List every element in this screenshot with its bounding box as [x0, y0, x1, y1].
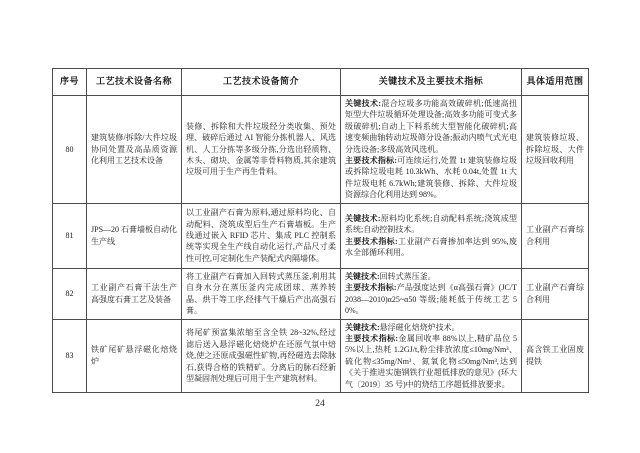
indicators-label: 主要技术指标: [345, 334, 399, 344]
page-number: 24 [315, 399, 325, 409]
row-81-scope: 工业副产石膏综合利用 [522, 203, 589, 268]
indicators-text: 可连续运行,处置 1t 建筑装修垃圾或拆除垃圾电耗 10.3kWh、水耗 0.04t,处置 1t 大件垃圾电耗 6.7kWh;建筑装修、拆除、大件垃圾资源综合化利用达到 98%。 [345, 156, 517, 200]
row-81-name: JPS—20 石膏墙板自动化生产线 [87, 203, 182, 268]
row-83-name: 铁矿尾矿悬浮磁化焙烧炉 [87, 319, 182, 392]
row-83-intro: 将尾矿预富集浓缩至含全铁 28~32%,经过滤后送入悬浮磁化焙烧炉在还原气氛中焙烧,使之还原成强磁性矿物,再经磁选去除脉石,获得合格的铁精矿。分离后的脉石经新型凝固剂处理后可用于生产建筑材料。 [182, 319, 341, 392]
table-header-row [53, 69, 589, 96]
row-81-intro: 以工业副产石膏为原料,通过原料均化、自动配料、浇筑成型后生产石膏墙板。生产线通过嵌入 RFID 芯片、集成 PLC 控制系统等实现全生产线自动化运行,产品尺寸柔性可控,可定制化生产装配式内隔墙体。 [182, 203, 341, 268]
row-80-name: 建筑装修/拆除/大件垃圾协同处置及高品质资源化利用工艺技术设备 [87, 96, 182, 204]
key-tech-label: 关键技术: [345, 213, 381, 223]
indicators-paragraph [345, 282, 517, 316]
key-tech-text: 混合垃圾多功能高效破碎机;低速高扭矩型大件垃圾循环处理设备;高效多功能可变式多级破碎机;自动上下料系统大型智能化破碎机;高速变频曲轴转动垃圾筛分设备;振动内喷气式光电分选设备;多级高效风选机。 [345, 99, 517, 154]
indicators-paragraph [345, 155, 517, 201]
indicators-label: 主要技术指标: [345, 236, 398, 246]
indicators-paragraph [345, 333, 517, 390]
row-82-scope: 工业副产石膏综合利用 [522, 268, 589, 319]
row-82-seq: 82 [53, 268, 87, 319]
indicators-text: 产品强度达到《α高强石膏》(JC/T 2038—2010)α25~α50 等级;能耗低于传统工艺 50%。 [345, 283, 517, 316]
table-row-80 [53, 96, 589, 204]
key-tech-text: 悬浮磁化焙烧炉技术。 [379, 322, 460, 332]
key-tech-text: 回转式蒸压釜。 [379, 271, 436, 281]
row-83-seq: 83 [53, 319, 87, 392]
row-80-key-tech [341, 96, 522, 204]
row-82-intro: 将工业副产石膏加入回转式蒸压釜,利用其自身水分在蒸压釜内完成团球、蒸养转晶、烘干等工序,经排气干燥后产出高强石膏。 [182, 268, 341, 319]
row-83-key-tech [341, 319, 522, 392]
row-81-seq: 81 [53, 203, 87, 268]
row-82-key-tech [341, 268, 522, 319]
indicators-text: 工业副产石膏掺加率达到 95%,废水全部循环利用。 [345, 236, 517, 258]
row-80-seq: 80 [53, 96, 87, 204]
table-row-82 [53, 268, 589, 319]
header-seq: 序号 [53, 69, 87, 96]
row-83-scope: 高含铁工业固废提铁 [522, 319, 589, 392]
key-tech-text: 原料均化系统;自动配料系统;浇筑成型系统;自动控制技术。 [345, 213, 517, 235]
indicators-text: 金属回收率 88%以上,精矿品位 55%以上,热耗 1.2GJ/t,粉尘排放浓度≤10mg/Nm³、硫化物≤35mg/Nm³、氮氧化物≤50mg/Nm³,达到《关于推进实施钢铁行业超低排放的意见》(环大气〔2019〕35 号)中的烧结工序超低排放要求。 [345, 334, 517, 389]
header-scope: 具体适用范围 [522, 69, 589, 96]
indicators-label: 主要技术指标: [345, 156, 398, 166]
row-81-key-tech [341, 203, 522, 268]
key-tech-paragraph [345, 213, 517, 236]
table-row-81 [53, 203, 589, 268]
row-82-name: 工业副产石膏干法生产高强度石膏工艺及装备 [87, 268, 182, 319]
key-tech-label: 关键技术: [345, 322, 380, 332]
indicators-label: 主要技术指标: [345, 283, 397, 293]
key-tech-paragraph [345, 271, 517, 282]
key-tech-label: 关键技术: [345, 99, 382, 108]
row-80-scope: 建筑装修垃圾、拆除垃圾、大件垃圾回收利用 [522, 96, 589, 204]
key-tech-paragraph [345, 98, 517, 155]
header-intro: 工艺技术设备简介 [182, 69, 341, 96]
table-row-83 [53, 319, 589, 392]
header-key-tech: 关键技术及主要技术指标 [341, 69, 522, 96]
key-tech-paragraph [345, 322, 517, 333]
row-80-intro: 装修、拆除和大件垃圾经分类收集、预处理、破碎后通过 AI 智能分拣机器人、风选机、人工分拣等多级分拣,分选出轻质物、木头、砌块、金属等非骨料物质,其余建筑垃圾可用于生产再生骨料。 [182, 96, 341, 204]
header-name: 工艺技术设备名称 [87, 69, 182, 96]
equipment-table [52, 68, 589, 393]
key-tech-label: 关键技术: [345, 271, 380, 281]
indicators-paragraph [345, 236, 517, 259]
